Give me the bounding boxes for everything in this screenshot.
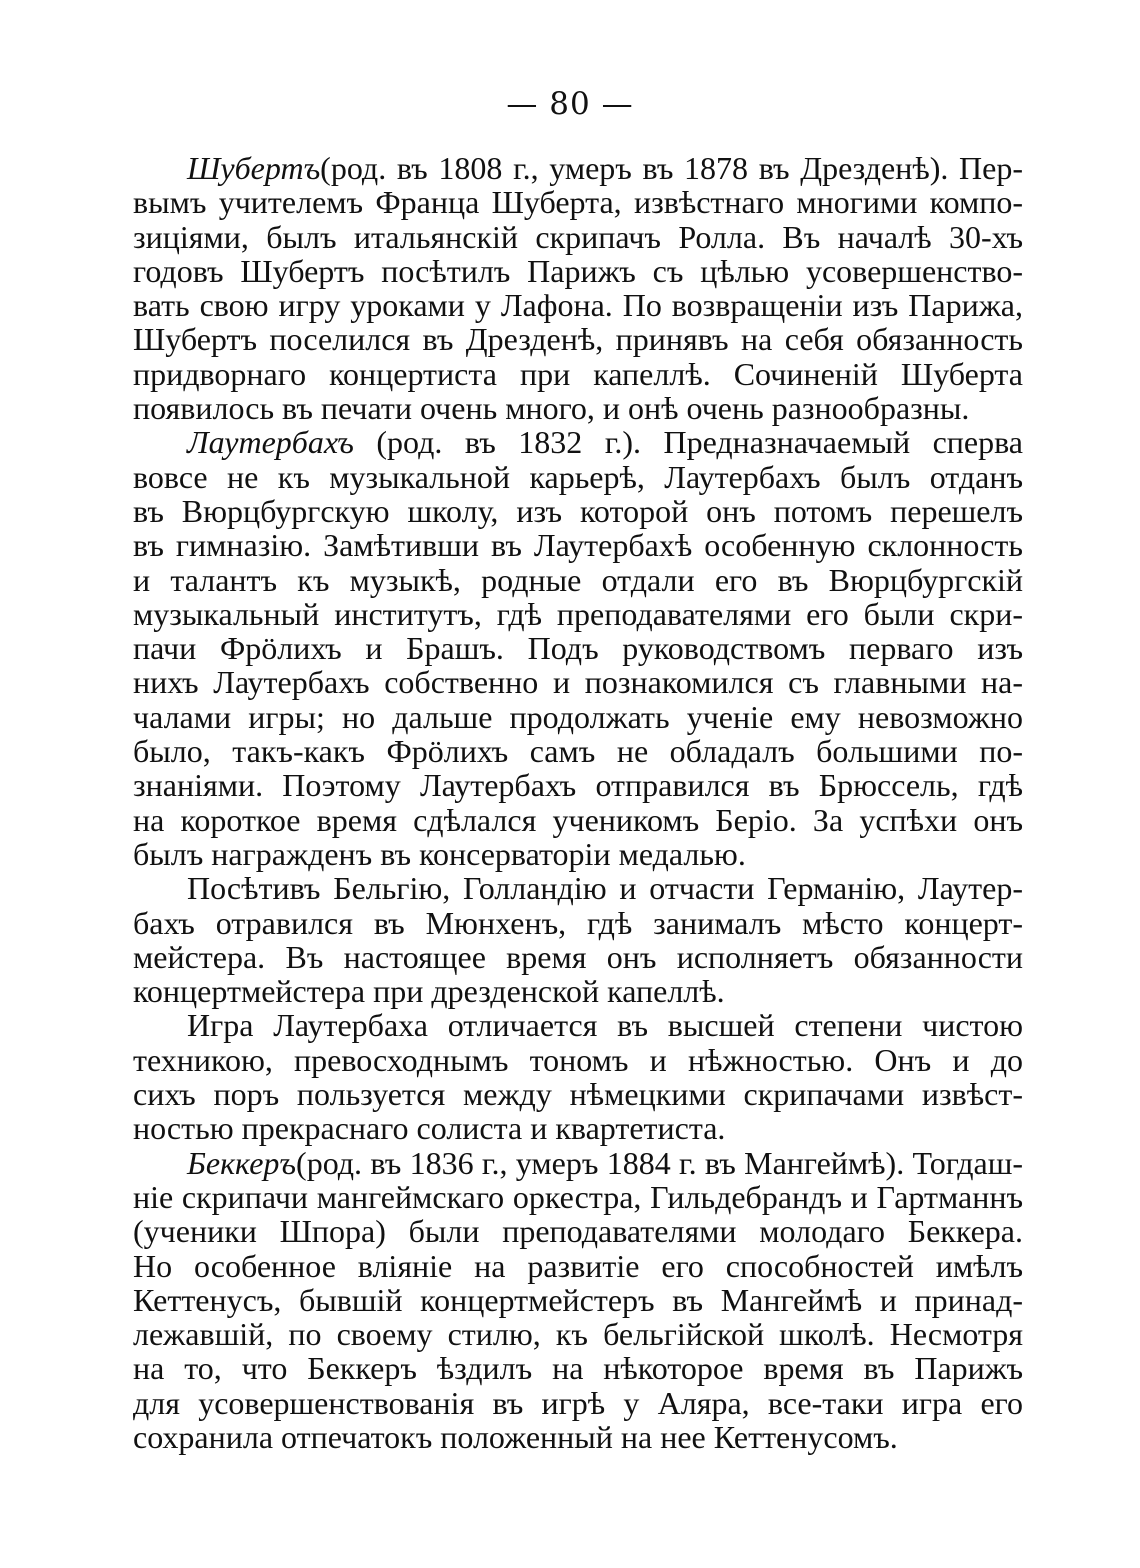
person-name: Шубертъ [187, 150, 321, 186]
text-line: Беккеръ(род. въ 1836 г., умеръ 1884 г. въ Мангеймѣ). Тогдаш- [187, 1144, 1023, 1181]
text-line: знаніями. Поэтому Лаутербахъ отправился въ Брюссель, гдѣ [133, 767, 1023, 804]
text-line: на короткое время сдѣлался ученикомъ Беріо. За успѣхи онъ [133, 801, 1023, 838]
text-line: техникою, превосходнымъ тономъ и нѣжностью. Онъ и до [133, 1041, 1023, 1078]
paragraph-schubert [133, 151, 1023, 425]
text-line: Шубертъ(род. въ 1808 г., умеръ въ 1878 въ Дрезденѣ). Пер- [187, 150, 1023, 186]
text-line: появилось въ печати очень много, и онѣ очень разнообразны. [133, 390, 970, 427]
body-text [133, 151, 1023, 1454]
text-line: концертмейстера при дрезденской капеллѣ. [133, 973, 725, 1010]
text-line: придворнаго концертиста при капеллѣ. Сочиненій Шуберта [133, 355, 1023, 392]
text-line: лежавшій, по своему стилю, къ бельгійской школѣ. Несмотря [133, 1316, 1023, 1353]
text-line: вать свою игру уроками у Лафона. По возвращеніи изъ Парижа, [133, 287, 1023, 324]
paragraph-lauterbach-playing [133, 1008, 1023, 1145]
text-line: Кеттенусъ, бывшій концертмейстеръ въ Мангеймѣ и принад- [133, 1281, 1023, 1318]
text-line: ностью прекраснаго солиста и квартетиста. [133, 1110, 726, 1147]
text-line: въ гимназію. Замѣтивши въ Лаутербахѣ особенную склонность [133, 527, 1023, 564]
text-line: (ученики Шпора) были преподавателями молодаго Беккера. [133, 1213, 1023, 1250]
text-line: на то, что Беккеръ ѣздилъ на нѣкоторое время въ Парижъ [133, 1350, 1023, 1387]
text-line: Шубертъ поселился въ Дрезденѣ, принявъ на себя обязанность [133, 321, 1023, 358]
paragraph-lauterbach [133, 425, 1023, 871]
paragraph-lauterbach-career [133, 871, 1023, 1008]
text-line: и талантъ къ музыкѣ, родные отдали его въ Вюрцбургскій [133, 561, 1023, 598]
text-line: годовъ Шубертъ посѣтилъ Парижъ съ цѣлью усовершенство- [133, 252, 1023, 289]
text-line: бахъ отравился въ Мюнхенъ, гдѣ занималъ мѣсто концерт- [133, 904, 1023, 941]
text-line: вымъ учителемъ Франца Шуберта, извѣстнаго многими компо- [133, 184, 1023, 221]
text-line: музыкальный институтъ, гдѣ преподавателями его были скри- [133, 595, 1023, 632]
text-line: Лаутербахъ (род. въ 1832 г.). Предназначаемый сперва [187, 424, 1023, 461]
text-line: мейстера. Въ настоящее время онъ исполняетъ обязанности [133, 938, 1023, 975]
text-line: сихъ поръ пользуется между нѣмецкими скрипачами извѣст- [133, 1076, 1023, 1113]
text-line: Игра Лаутербаха отличается въ высшей степени чистою [187, 1007, 1023, 1044]
text-line: было, такъ-какъ Фрӧлихъ самъ не обладалъ большими по- [133, 733, 1023, 770]
person-name: Беккеръ [187, 1144, 297, 1181]
person-name: Лаутербахъ [187, 424, 354, 461]
text-line: былъ награжденъ въ консерваторіи медалью. [133, 835, 746, 872]
text-line: Но особенное вліяніе на развитіе его способностей имѣлъ [133, 1247, 1023, 1284]
page-number: — 80 — [506, 86, 634, 122]
text-line: въ Вюрцбургскую школу, изъ которой онъ потомъ перешелъ [133, 492, 1023, 529]
text-line: пачи Фрӧлихъ и Брашъ. Подъ руководствомъ перваго изъ [133, 630, 1023, 667]
paragraph-becker [133, 1146, 1023, 1455]
text-line: Посѣтивъ Бельгію, Голландію и отчасти Германію, Лаутер- [187, 870, 1023, 907]
text-line: нихъ Лаутербахъ собственно и познакомился съ главными на- [133, 664, 1023, 701]
text-line: для усовершенствованія въ игрѣ у Аляра, все-таки игра его [133, 1384, 1023, 1421]
text-line: чалами игры; но дальше продолжать ученіе ему невозможно [133, 698, 1023, 735]
text-line: вовсе не къ музыкальной карьерѣ, Лаутербахъ былъ отданъ [133, 458, 1023, 495]
text-line: зиціями, былъ итальянскій скрипачъ Ролла. Въ началѣ 30-хъ [133, 218, 1023, 255]
text-line: сохранила отпечатокъ положенный на нее Кеттенусомъ. [133, 1418, 898, 1455]
text-line: ніе скрипачи мангеймскаго оркестра, Гильдебрандъ и Гартманнъ [133, 1178, 1023, 1215]
